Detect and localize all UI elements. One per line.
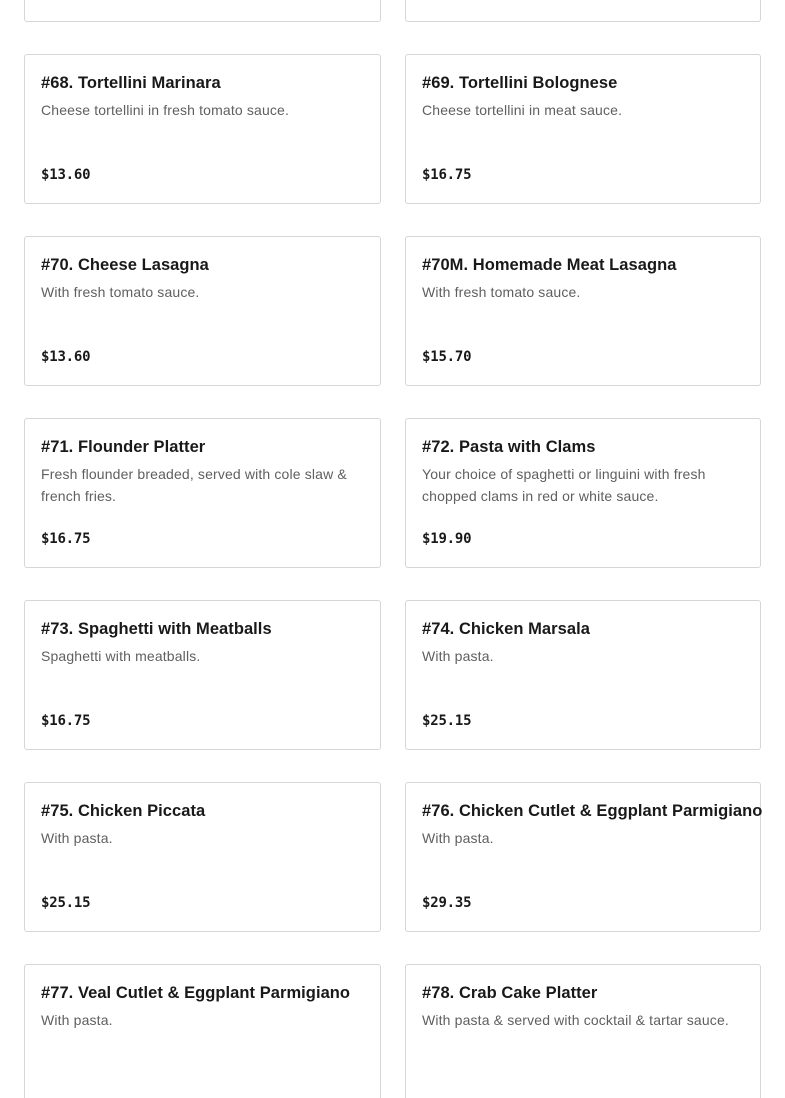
menu-item-title: #69. Tortellini Bolognese [422, 74, 618, 92]
menu-item-card[interactable] [405, 782, 761, 932]
menu-item-description: Spaghetti with meatballs. [41, 648, 201, 664]
menu-item-price: $19.90 [422, 531, 472, 547]
menu-item-description: Cheese tortellini in fresh tomato sauce. [41, 102, 290, 118]
menu-item-price: $13.60 [41, 349, 91, 365]
menu-item-title: #76. Chicken Cutlet & Eggplant Parmigiano [422, 802, 763, 820]
menu-item-description: With pasta. [41, 830, 113, 846]
menu-item-price: $15.70 [422, 349, 472, 365]
menu-item-title: #72. Pasta with Clams [422, 438, 596, 456]
menu-item-description: With pasta. [41, 1012, 113, 1028]
menu-item-card[interactable] [405, 964, 761, 1098]
menu-item-card[interactable] [405, 236, 761, 386]
menu-item-card[interactable] [405, 418, 761, 568]
menu-item-card[interactable] [24, 418, 381, 568]
menu-item-card[interactable] [24, 600, 381, 750]
menu-item-card[interactable] [24, 54, 381, 204]
menu-item-description: Fresh flounder breaded, served with cole slaw & french fries. [41, 466, 347, 504]
menu-item-price [422, 0, 471, 3]
menu-item-title: #77. Veal Cutlet & Eggplant Parmigiano [41, 984, 351, 1002]
menu-item-title: #71. Flounder Platter [41, 438, 206, 456]
menu-item-card[interactable] [405, 54, 761, 204]
menu-item-card[interactable] [24, 964, 381, 1098]
menu-item-title: #68. Tortellini Marinara [41, 74, 221, 92]
menu-item-description: With fresh tomato sauce. [41, 284, 200, 300]
menu-item-price: $16.75 [422, 167, 472, 183]
menu-item-description: Cheese tortellini in meat sauce. [422, 102, 623, 118]
menu-item-title: #70. Cheese Lasagna [41, 256, 209, 274]
menu-item-description: With pasta & served with cocktail & tartar sauce. [422, 1012, 729, 1028]
menu-item-card[interactable] [405, 0, 761, 22]
menu-items-grid [24, 0, 761, 1098]
menu-item-description: Your choice of spaghetti or linguini with fresh chopped clams in red or white sauce. [422, 466, 706, 504]
menu-item-title: #73. Spaghetti with Meatballs [41, 620, 272, 638]
menu-item-description: With pasta. [422, 830, 494, 846]
menu-item-description: With fresh tomato sauce. [422, 284, 581, 300]
menu-item-card[interactable] [405, 600, 761, 750]
menu-item-title: #70M. Homemade Meat Lasagna [422, 256, 677, 274]
menu-item-card[interactable] [24, 0, 381, 22]
menu-item-price: $25.15 [422, 713, 472, 729]
menu-item-description: With pasta. [422, 648, 494, 664]
menu-item-price [41, 0, 90, 3]
menu-item-card[interactable] [24, 236, 381, 386]
menu-item-price: $16.75 [41, 713, 91, 729]
menu-item-title: #74. Chicken Marsala [422, 620, 590, 638]
menu-item-price: $16.75 [41, 531, 91, 547]
menu-item-price: $29.35 [422, 895, 472, 911]
menu-item-title: #78. Crab Cake Platter [422, 984, 598, 1002]
menu-item-title: #75. Chicken Piccata [41, 802, 206, 820]
menu-item-price: $25.15 [41, 895, 91, 911]
menu-item-card[interactable] [24, 782, 381, 932]
menu-item-price: $13.60 [41, 167, 91, 183]
